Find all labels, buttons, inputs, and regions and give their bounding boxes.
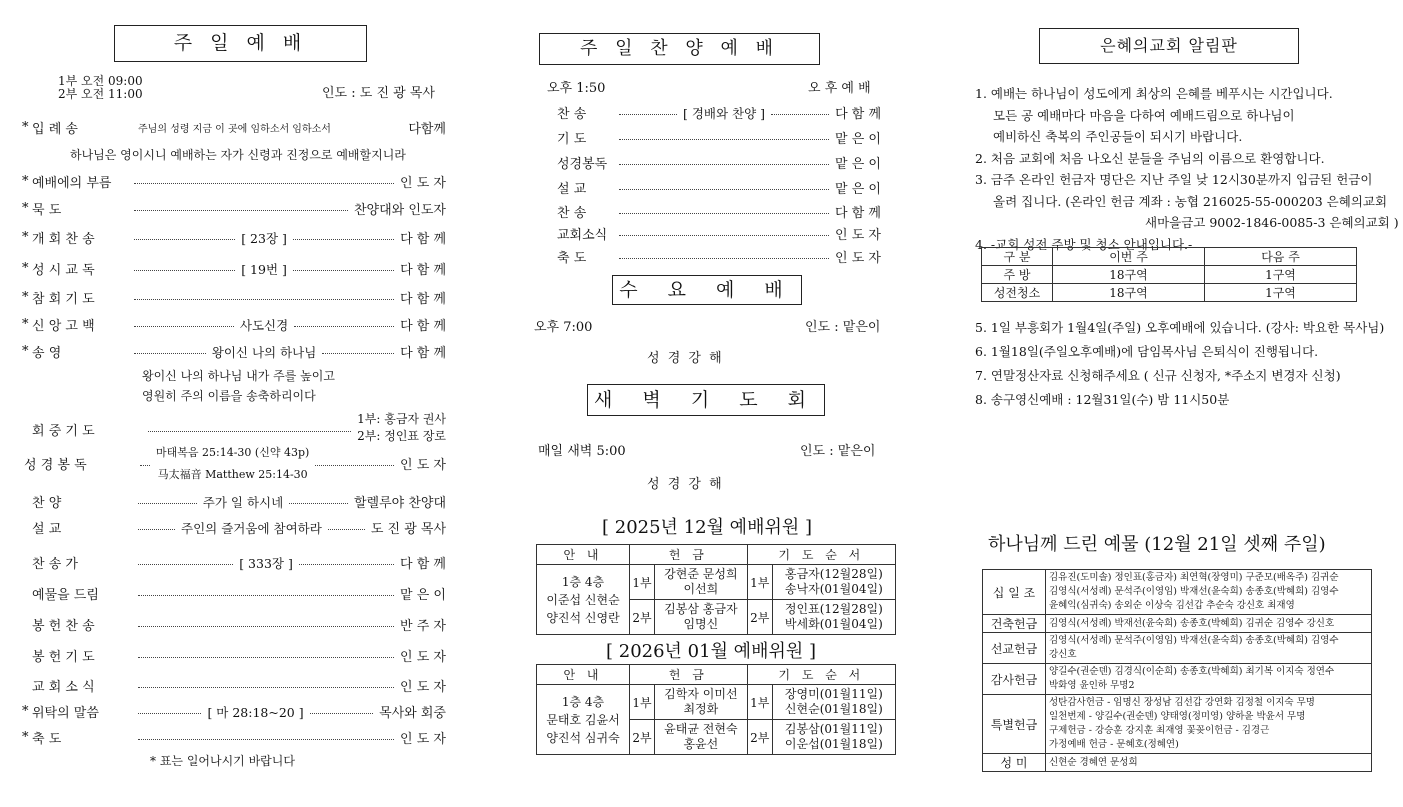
pray-cell: 장영미(01월11일) 신현순(01월18일): [772, 685, 895, 720]
notice-line: 7. 연말정산자료 신청해주세요 ( 신규 신청자, *주소지 변경자 신청): [975, 368, 1341, 383]
order-label: 설 교: [557, 182, 587, 197]
january-committee-table: [536, 664, 896, 755]
order-row: [547, 224, 881, 243]
leader-dots: [138, 503, 197, 504]
cleaning-cell: 주 방: [982, 266, 1053, 284]
offering-names: 김유진(도미솔) 정인표(홍금자) 최연혁(장영미) 구준모(배옥주) 김귀순 김영식(서성례) 문석주(이영임) 박재선(윤숙희) 송종호(박혜희) 김영수 윤혜익(심귀숙) 송외순 이상숙 김선갑 추순숙 강신호 최재영: [1046, 570, 1372, 615]
cleaning-cell: 성전청소: [982, 284, 1053, 302]
order-who: 다 함 께: [400, 319, 447, 334]
leader-dots: [138, 687, 394, 688]
afternoon-time: 오후 1:50: [547, 81, 606, 96]
reading-ref-2: 马太福音 Matthew 25:14-30: [157, 468, 308, 481]
order-who: 반 주 자: [400, 619, 446, 634]
leader-dots: [134, 353, 206, 354]
order-who: 맡 은 이: [835, 157, 881, 172]
order-label: 찬 송 가: [32, 557, 78, 572]
pray-cell: 홍금자(12월28일) 송낙자(01월04일): [772, 565, 895, 600]
leader-dots: [140, 465, 150, 466]
order-detail: [ 마 28:18~20 ]: [207, 704, 304, 720]
order-row: [22, 702, 446, 721]
star-mark: *: [22, 344, 29, 359]
stand-note: * 표는 일어나시기 바랍니다: [150, 754, 295, 768]
leader-dots: [138, 529, 175, 530]
star-mark: *: [22, 261, 29, 276]
prayer-who-1: 1부: 홍금자 권사: [357, 412, 446, 426]
order-label: 봉 헌 찬 송: [32, 619, 95, 634]
order-who: 다 함 께: [835, 107, 882, 122]
cleaning-cell: 18구역: [1053, 266, 1205, 284]
offering-category: 십 일 조: [983, 570, 1046, 615]
offering-names: 신현순 경혜연 문성희: [1046, 754, 1372, 772]
cleaning-table: [981, 247, 1357, 302]
notice-line: 모든 공 예배마다 마음을 다하여 예배드림으로 하나님이: [993, 107, 1295, 123]
order-row: [22, 615, 446, 634]
reading-row: [22, 444, 446, 482]
order-label: 봉 헌 기 도: [32, 650, 95, 665]
cleaning-cell: 18구역: [1053, 284, 1205, 302]
order-row: [22, 199, 446, 218]
leader-dots: [134, 270, 235, 271]
cleaning-cell: 1구역: [1205, 266, 1357, 284]
part-cell: 2부: [630, 720, 655, 755]
prayer-label: 회 중 기 도: [32, 423, 95, 439]
part-cell: 2부: [630, 600, 655, 635]
order-who: 맡 은 이: [835, 182, 881, 197]
notice-line: 8. 송구영신예배 : 12월31일(수) 밤 11시50분: [975, 392, 1230, 407]
cleaning-header: 다음 주: [1205, 248, 1357, 266]
offering-category: 성 미: [983, 754, 1046, 772]
pray-cell: 정인표(12월28일) 박세화(01월04일): [772, 600, 895, 635]
cleaning-cell: 1구역: [1205, 284, 1357, 302]
order-label: 찬 양: [32, 496, 62, 511]
guide-cell: 1층 4층 이준섭 신현순 양진석 신영란: [537, 565, 630, 635]
star-mark: *: [22, 730, 29, 745]
order-who: 인 도 자: [400, 650, 446, 665]
part-cell: 1부: [630, 685, 655, 720]
leader-dots: [619, 189, 829, 190]
offer-cell: 김봉삼 홍금자 임명신: [655, 600, 748, 635]
order-label: 축 도: [557, 251, 587, 266]
dawn-leader: 인도 : 맡은이: [800, 444, 876, 459]
notice-line: 올려 집니다. (온라인 헌금 계좌 : 농협 216025-55-000203 은혜의교회: [993, 193, 1388, 209]
notice-line: 3. 금주 온라인 헌금자 명단은 지난 주일 낮 12시30분까지 입금된 헌금이: [975, 172, 1373, 187]
order-row: [547, 202, 881, 221]
leader-dots: [619, 164, 829, 165]
leader-dots: [322, 353, 394, 354]
order-label: 위탁의 말씀: [32, 706, 99, 721]
wednesday-sub: 성 경 강 해: [647, 351, 724, 366]
entrance-desc: 주님의 성령 지금 이 곳에 임하소서 임하소서: [138, 124, 331, 135]
offering-names: 김영식(서성례) 박재선(윤숙희) 송종호(박혜희) 김귀순 김영수 강신호: [1046, 615, 1372, 633]
reading-ref-1: 마태복음 25:14-30 (신약 43p): [156, 446, 310, 459]
offer-cell: 강현준 문성희 이선희: [655, 565, 748, 600]
leader-dots: [294, 326, 394, 327]
order-label: 묵 도: [32, 203, 62, 218]
part-cell: 1부: [630, 565, 655, 600]
committee-header: 안 내: [537, 665, 630, 685]
december-committee-table: [536, 544, 896, 635]
order-label: 기 도: [557, 132, 587, 147]
order-label: 교회소식: [557, 228, 608, 243]
leader-dots: [328, 529, 365, 530]
afternoon-service-title: 주 일 찬 양 예 배: [539, 33, 820, 65]
entrance-verse: 하나님은 영이시니 예배하는 자가 신령과 진정으로 예배할지니라: [70, 148, 406, 162]
order-who: 다 함 께: [400, 232, 447, 247]
star-mark: *: [22, 704, 29, 719]
offering-title: 하나님께 드린 예물 (12월 21일 셋째 주일): [988, 534, 1326, 555]
order-who: 다 함 께: [400, 557, 446, 572]
leader-dots: [138, 657, 394, 658]
order-who: 도 진 광 목사: [370, 522, 446, 537]
order-row: [547, 247, 881, 266]
leader-dots: [293, 239, 394, 240]
offering-category: 감사헌금: [983, 664, 1046, 695]
order-row: [22, 553, 446, 572]
leader-dots: [310, 713, 373, 714]
order-who: 다 함 께: [400, 346, 447, 361]
star-mark: *: [22, 290, 29, 305]
order-who: 할렐루야 찬양대: [353, 496, 447, 511]
notice-line: 예비하신 축복의 주인공들이 되시기 바랍니다.: [993, 129, 1243, 144]
song-line-2: 영원히 주의 이름을 송축하리이다: [142, 389, 316, 403]
committee-header: 기 도 순 서: [747, 665, 895, 685]
leader-dots: [134, 239, 235, 240]
offering-names: 성탄감사헌금 - 임명신 장성남 김선갑 강연화 김정철 이지숙 무명 일천번제 - 양길수(권순덴) 양태영(정미영) 양하윤 박윤서 무명 구제헌금 - 강승훈 강지훈 최재영 꽃꽂이헌금 - 김경근 가정예배 헌금 - 문혜호(정혜연): [1046, 695, 1372, 754]
offering-category: 특별헌금: [983, 695, 1046, 754]
leader-dots: [299, 564, 394, 565]
order-label: 찬 송: [557, 206, 587, 221]
order-who: 다 함 께: [835, 206, 881, 221]
leader-dots: [134, 210, 348, 211]
offering-table: [982, 569, 1372, 772]
dawn-sub: 성 경 강 해: [647, 477, 724, 492]
star-mark: *: [22, 230, 29, 245]
leader-dots: [293, 270, 394, 271]
wednesday-leader: 인도 : 맡은이: [805, 320, 881, 335]
leader-dots: [619, 139, 829, 140]
sunday-service-title: 주 일 예 배: [114, 25, 367, 62]
order-row: [547, 153, 881, 172]
order-detail: 주인의 즐거움에 참여하라: [181, 520, 322, 536]
part-cell: 2부: [747, 600, 772, 635]
order-who: 맡 은 이: [400, 588, 446, 603]
part-cell: 1부: [747, 685, 772, 720]
leader-dots: [138, 626, 394, 627]
leader-dots: [289, 503, 348, 504]
order-detail: [ 333장 ]: [239, 555, 293, 571]
order-who: 찬양대와 인도자: [353, 203, 446, 218]
order-label: 참 회 기 도: [32, 292, 95, 307]
order-row: [547, 128, 881, 147]
offering-category: 건축헌금: [983, 615, 1046, 633]
order-who: 인 도 자: [400, 176, 446, 191]
order-row: [22, 315, 446, 334]
committee-header: 헌 금: [630, 665, 748, 685]
reading-who: 인 도 자: [400, 457, 446, 473]
leader-dots: [619, 235, 829, 236]
committee-grid: [536, 544, 896, 635]
order-row: [22, 228, 446, 247]
leader-dots: [138, 564, 233, 565]
committee-header: 헌 금: [630, 545, 748, 565]
order-who: 인 도 자: [400, 732, 446, 747]
order-detail: 사도신경: [239, 317, 289, 333]
entrance-row: [22, 118, 446, 137]
service-time-1: 1부 오전 09:00: [58, 74, 143, 88]
entrance-who: 다함께: [408, 122, 446, 137]
order-row: [22, 172, 446, 191]
order-detail: 왕이신 나의 하나님: [211, 344, 317, 360]
song-line-1: 왕이신 나의 하나님 내가 주를 높이고: [142, 369, 335, 383]
order-label: 예물을 드림: [32, 588, 99, 603]
december-committee-title: [ 2025년 12월 예배위원 ]: [602, 517, 812, 538]
cleaning-header: 구 분: [982, 248, 1053, 266]
star-mark: *: [22, 201, 29, 216]
order-label: 개 회 찬 송: [32, 232, 95, 247]
order-detail: [ 23장 ]: [241, 230, 287, 246]
guide-cell: 1층 4층 문태호 김윤서 양진석 심귀숙: [537, 685, 630, 755]
pray-cell: 김봉삼(01월11일) 이운섭(01월18일): [772, 720, 895, 755]
order-row: [547, 178, 881, 197]
prayer-who-2: 2부: 정인표 장로: [357, 429, 446, 443]
dawn-prayer-title: 새 벽 기 도 회: [587, 384, 825, 416]
wednesday-service-title: 수 요 예 배: [612, 275, 802, 305]
notice-line: 6. 1월18일(주일오후예배)에 담임목사님 은퇴식이 진행됩니다.: [975, 344, 1319, 359]
order-detail: [ 경배와 찬양 ]: [683, 105, 766, 121]
order-row: [22, 518, 446, 537]
order-label: 성경봉독: [557, 157, 608, 172]
cleaning-header: 이번 주: [1053, 248, 1205, 266]
committee-grid: [536, 664, 896, 755]
order-detail: 주가 일 하시네: [202, 494, 284, 510]
wednesday-time: 오후 7:00: [534, 320, 593, 335]
notice-line: 4. -교회 성전 주방 및 청소 안내입니다.-: [975, 236, 1193, 252]
part-cell: 2부: [747, 720, 772, 755]
part-cell: 1부: [747, 565, 772, 600]
order-row: [22, 342, 446, 361]
leader-dots: [138, 595, 394, 596]
order-label: 신 앙 고 백: [32, 319, 95, 334]
prayer-row: [22, 410, 446, 444]
order-row: [22, 676, 446, 695]
leader-dots: [134, 299, 394, 300]
order-label: 송 영: [32, 346, 62, 361]
order-who: 인 도 자: [400, 680, 446, 695]
order-row: [547, 103, 881, 122]
order-row: [22, 492, 446, 511]
star-mark: *: [22, 174, 29, 189]
notice-line: 2. 처음 교회에 처음 나오신 분들을 주님의 이름으로 환영합니다.: [975, 150, 1325, 166]
leader-dots: [771, 114, 829, 115]
notice-line: 새마을금고 9002-1846-0085-3 은혜의교회 ): [1145, 215, 1399, 230]
order-row: [22, 584, 446, 603]
dawn-time: 매일 새벽 5:00: [538, 444, 626, 459]
offer-cell: 김학자 이미선 최정화: [655, 685, 748, 720]
january-committee-title: [ 2026년 01월 예배위원 ]: [606, 641, 816, 662]
order-who: 맡 은 이: [835, 132, 881, 147]
leader-dots: [134, 326, 234, 327]
order-who: 다 함 께: [400, 292, 446, 307]
order-label: 성 시 교 독: [32, 263, 95, 278]
reading-label: 성 경 봉 독: [24, 457, 87, 473]
leader-dots: [138, 739, 394, 740]
order-row: [22, 646, 446, 665]
notice-board-title: 은혜의교회 알림판: [1039, 28, 1299, 64]
leader-dots: [619, 213, 829, 214]
order-label: 설 교: [32, 522, 62, 537]
leader-dots: [315, 465, 394, 466]
offering-category: 선교헌금: [983, 633, 1046, 664]
order-who: 인 도 자: [835, 251, 881, 266]
order-label: 교 회 소 식: [32, 680, 95, 695]
notice-list: [975, 83, 1399, 255]
order-row: [22, 288, 446, 307]
offering-names: 김영식(서성례) 문석주(이영임) 박재선(윤숙희) 송종호(박혜희) 김영수 강신호: [1046, 633, 1372, 664]
service-leader: 인도 : 도 진 광 목사: [322, 86, 435, 101]
order-who: 인 도 자: [835, 228, 881, 243]
leader-dots: [134, 183, 394, 184]
leader-dots: [148, 431, 351, 432]
star-mark: *: [22, 317, 29, 332]
entrance-label: 입 례 송: [32, 122, 78, 137]
committee-header: 기 도 순 서: [747, 545, 895, 565]
offering-names: 양길수(권순덴) 김경식(이순희) 송종호(박혜희) 최기복 이지숙 정연수 박화영 윤인하 무명2: [1046, 664, 1372, 695]
leader-dots: [619, 258, 829, 259]
order-detail: [ 19번 ]: [241, 261, 287, 277]
notice-list-2: [975, 316, 1395, 412]
order-row: [22, 259, 446, 278]
order-row: [22, 728, 446, 747]
order-who: 다 함 께: [400, 263, 447, 278]
order-label: 찬 송: [557, 107, 587, 122]
service-time-2: 2부 오전 11:00: [58, 87, 143, 101]
notice-line: 1. 예배는 하나님이 성도에게 최상의 은혜를 베푸시는 시간입니다.: [975, 86, 1333, 101]
notice-line: 5. 1일 부흥회가 1월4일(주일) 오후예배에 있습니다. (강사: 박요한 목사님): [975, 320, 1385, 335]
order-label: 축 도: [32, 732, 62, 747]
committee-header: 안 내: [537, 545, 630, 565]
leader-dots: [619, 114, 677, 115]
afternoon-kind: 오 후 예 배: [808, 81, 871, 96]
offer-cell: 윤태균 전현숙 홍윤선: [655, 720, 748, 755]
star-mark: *: [22, 120, 29, 135]
leader-dots: [138, 713, 201, 714]
order-who: 목사와 회중: [379, 706, 446, 721]
order-label: 예배에의 부름: [32, 176, 112, 191]
